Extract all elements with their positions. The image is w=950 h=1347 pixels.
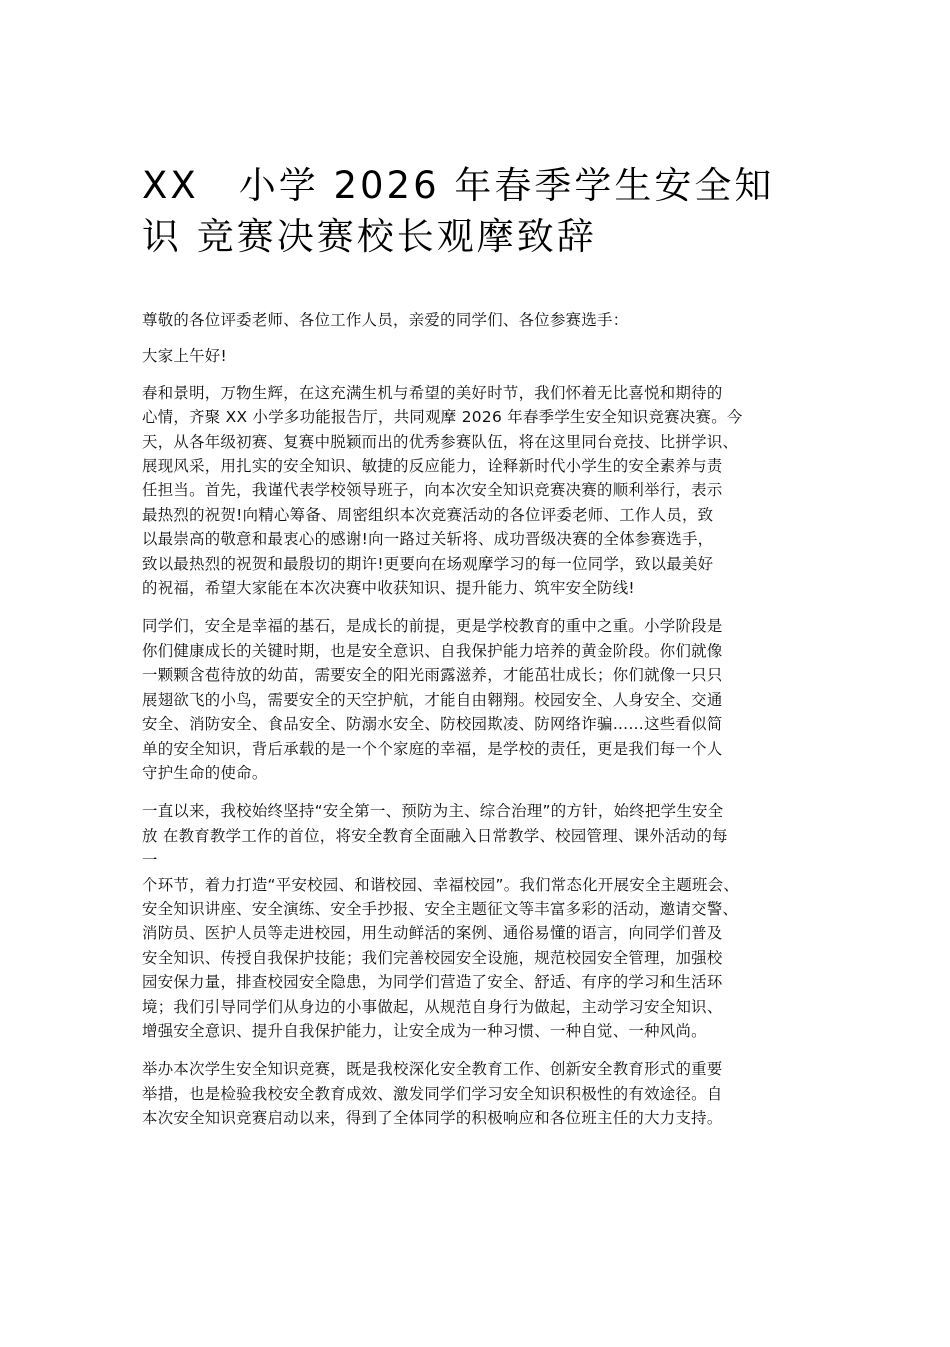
- document-title: [142, 160, 822, 262]
- paragraph-line: 消防员、医护人员等走进校园，用生动鲜活的案例、通俗易懂的语言，向同学们普及: [142, 924, 723, 943]
- paragraph-line: 个环节，着力打造“平安校园、和谐校园、幸福校园”。我们常态化开展安全主题班会、: [142, 875, 740, 894]
- paragraph-line: 尊敬的各位评委老师、各位工作人员，亲爱的同学们、各位参赛选手：: [142, 311, 629, 329]
- paragraph-line: 守护生命的使命。: [142, 763, 268, 782]
- paragraph-line: 安全知识、传授自我保护技能；我们完善校园安全设施，规范校园安全管理，加强校: [142, 948, 723, 967]
- paragraph-line: 一直以来，我校始终坚持“安全第一、预防为主、综合治理”的方针，始终把学生安全: [142, 802, 724, 821]
- paragraph-line: 增强安全意识、提升自我保护能力，让安全成为一种习惯、一种自觉、一种风尚。: [142, 1021, 707, 1040]
- paragraph-line: 致以最热烈的祝贺和最殷切的期许!更要向在场观摩学习的每一位同学，致以最美好: [142, 554, 714, 573]
- body-paragraph: [142, 614, 832, 785]
- body-paragraph: [142, 1057, 832, 1130]
- paragraph-line: 安全知识讲座、安全演练、安全手抄报、安全主题征文等丰富多彩的活动，邀请交警、: [142, 899, 739, 918]
- paragraph-line: 以最崇高的敬意和最衷心的感谢!向一路过关斩将、成功晋级决赛的全体参赛选手，: [142, 530, 714, 549]
- paragraph-line: 单的安全知识，背后承载的是一个个家庭的幸福，是学校的责任，更是我们每一个人: [142, 739, 723, 758]
- paragraph-line: 的祝福，希望大家能在本次决赛中收获知识、提升能力、筑牢安全防线!: [142, 579, 635, 598]
- paragraph-line: 安全、消防安全、食品安全、防溺水安全、防校园欺凌、防网络诈骗……这些看似简: [142, 715, 723, 734]
- paragraph-line: 任担当。首先，我谨代表学校领导班子，向本次安全知识竞赛决赛的顺利举行，表示: [142, 481, 723, 500]
- title-line: XX 小学 2026 年春季学生安全知: [142, 164, 775, 207]
- paragraph-line: 境；我们引导同学们从身边的小事做起，从规范自身行为做起，主动学习安全知识、: [142, 997, 723, 1016]
- paragraph-line: 一颗颗含苞待放的幼苗，需要安全的阳光雨露滋养，才能茁壮成长；你们就像一只只: [142, 666, 723, 685]
- paragraph-line: 一: [142, 851, 158, 870]
- greeting-paragraph: [142, 344, 832, 368]
- paragraph-line: 大家上午好!: [142, 347, 227, 366]
- paragraph-line: 你们健康成长的关键时期，也是安全意识、自我保护能力培养的黄金阶段。你们就像: [142, 641, 723, 660]
- paragraph-line: 展现风采，用扎实的安全知识、敏捷的反应能力，诠释新时代小学生的安全素养与责: [142, 457, 723, 476]
- body-paragraph: [142, 381, 832, 601]
- title-line: 识 竞赛决赛校长观摩致辞: [142, 215, 597, 258]
- paragraph-line: 园安保力量，排查校园安全隐患，为同学们营造了安全、舒适、有序的学习和生活环: [142, 973, 723, 992]
- paragraph-line: 天，从各年级初赛、复赛中脱颖而出的优秀参赛队伍，将在这里同台竞技、比拼学识、: [142, 432, 739, 451]
- paragraph-line: 最热烈的祝贺!向精心筹备、周密组织本次竞赛活动的各位评委老师、工作人员，致: [142, 505, 714, 524]
- paragraph-line: 心情，齐聚 XX 小学多功能报告厅，共同观摩 2026 年春季学生安全知识竞赛决赛。今: [142, 408, 743, 427]
- document-body: [142, 308, 832, 1145]
- paragraph-line: 春和景明，万物生辉，在这充满生机与希望的美好时节，我们怀着无比喜悦和期待的: [142, 383, 723, 402]
- paragraph-line: 本次安全知识竞赛启动以来，得到了全体同学的积极响应和各位班主任的大力支持。: [142, 1109, 723, 1128]
- body-paragraph: [142, 799, 832, 1043]
- paragraph-line: 展翅欲飞的小鸟，需要安全的天空护航，才能自由翱翔。校园安全、人身安全、交通: [142, 690, 723, 709]
- paragraph-line: 放 在教育教学工作的首位，将安全教育全面融入日常教学、校园管理、课外活动的每: [142, 826, 728, 845]
- paragraph-line: 同学们，安全是幸福的基石，是成长的前提，更是学校教育的重中之重。小学阶段是: [142, 617, 723, 636]
- paragraph-line: 举办本次学生安全知识竞赛，既是我校深化安全教育工作、创新安全教育形式的重要: [142, 1060, 723, 1079]
- salutation-paragraph: [142, 308, 832, 332]
- paragraph-line: 举措，也是检验我校安全教育成效、激发同学们学习安全知识积极性的有效途径。自: [142, 1084, 723, 1103]
